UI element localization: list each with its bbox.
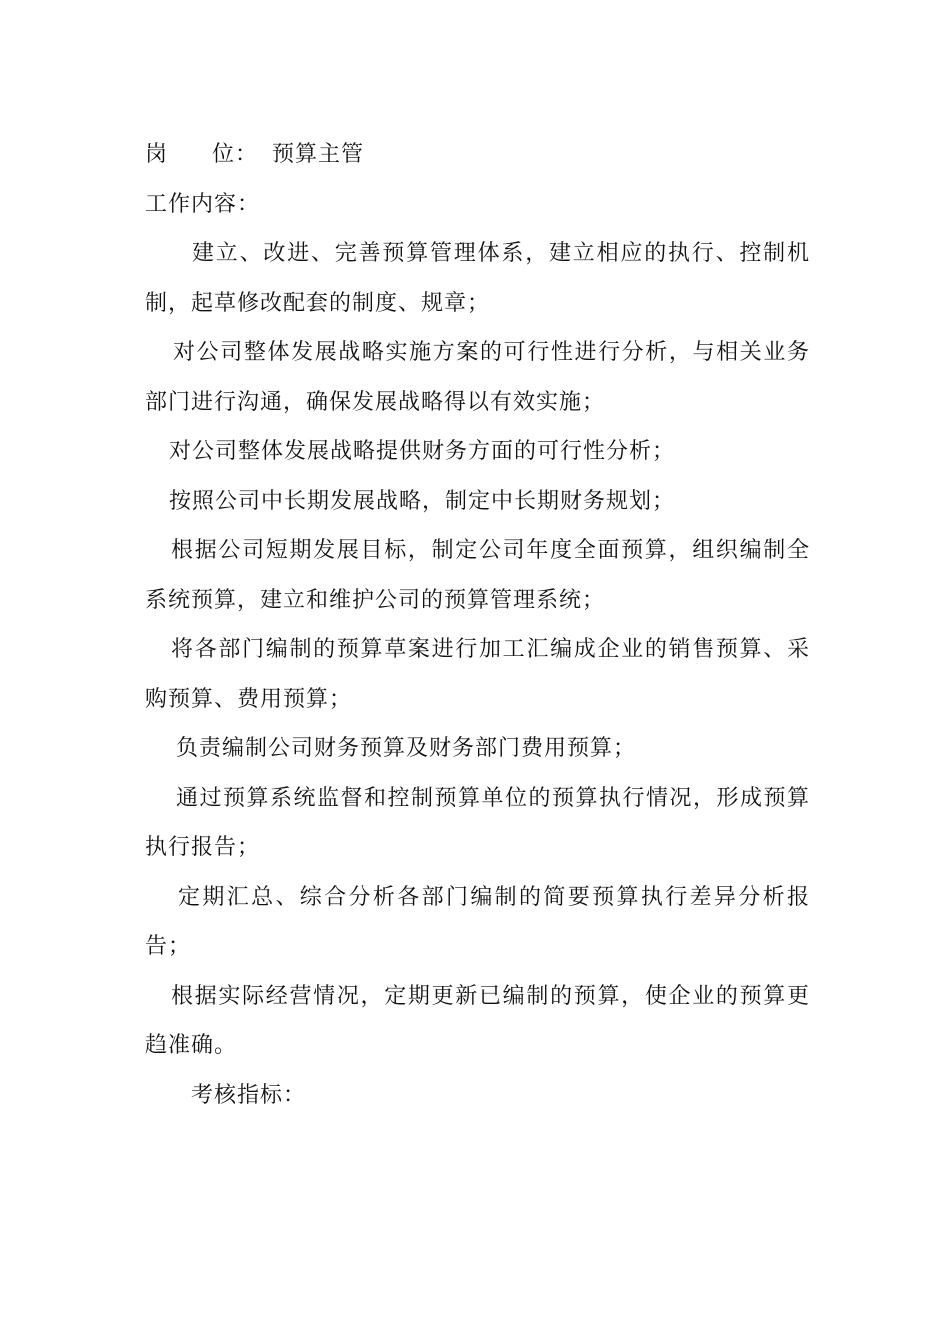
- paragraph-3: 对公司整体发展战略提供财务方面的可行性分析；: [169, 439, 676, 464]
- document-body: [145, 130, 810, 1120]
- paragraph-7: 负责编制公司财务预算及财务部门费用预算；: [176, 736, 637, 761]
- post-label-first-char: 岗: [145, 142, 169, 167]
- paragraph-1: 建立、改进、完善预算管理体系，建立相应的执行、控制机制，起草修改配套的制度、规章；: [145, 241, 810, 316]
- paragraph-5: 根据公司短期发展目标，制定公司年度全面预算，组织编制全系统预算，建立和维护公司的预算管理系统；: [145, 538, 810, 613]
- paragraph-10: 根据实际经营情况，定期更新已编制的预算，使企业的预算更趋准确。: [145, 983, 810, 1058]
- paragraph-4: 按照公司中长期发展战略，制定中长期财务规划；: [169, 488, 676, 514]
- post-label-second-part: 位：: [212, 142, 259, 167]
- post-value: 预算主管: [272, 142, 365, 167]
- paragraph-6: 将各部门编制的预算草案进行加工汇编成企业的销售预算、采购预算、费用预算；: [145, 637, 810, 712]
- kpi-label: 考核指标：: [191, 1082, 307, 1108]
- paragraph-9: 定期汇总、综合分析各部门编制的简要预算执行差异分析报告；: [145, 884, 810, 959]
- work-content-label: 工作内容：: [145, 191, 261, 217]
- post-line: [145, 130, 810, 180]
- paragraph-2: 对公司整体发展战略实施方案的可行性进行分析，与相关业务部门进行沟通，确保发展战略得以有效实施；: [145, 340, 810, 415]
- paragraph-8: 通过预算系统监督和控制预算单位的预算执行情况，形成预算执行报告；: [145, 785, 810, 860]
